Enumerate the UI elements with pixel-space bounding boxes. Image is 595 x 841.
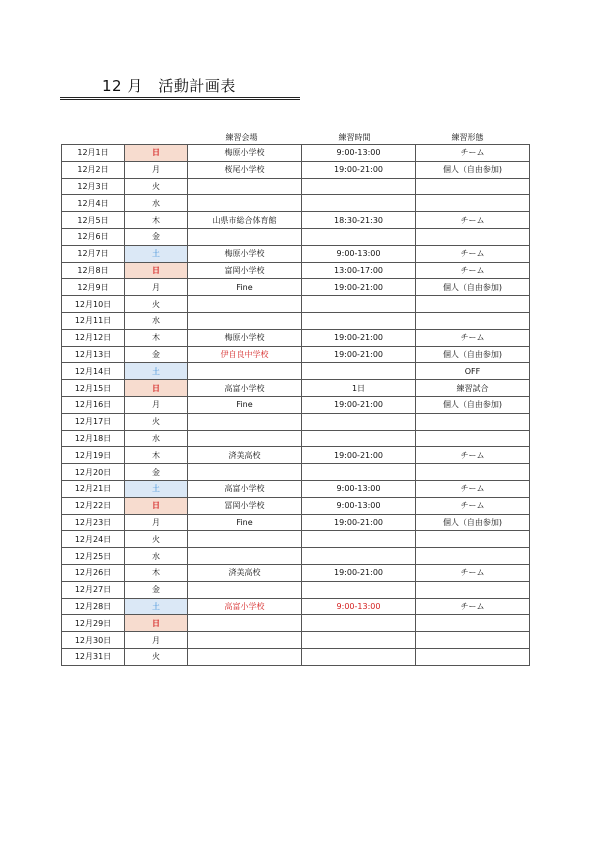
date-cell: 12月12日: [62, 329, 125, 346]
type-cell: [416, 464, 530, 481]
table-row: [62, 396, 530, 413]
venue-cell: [188, 581, 302, 598]
table-row: [62, 548, 530, 565]
time-cell: 13:00-17:00: [302, 262, 416, 279]
table-row: [62, 262, 530, 279]
weekday-cell: 金: [125, 464, 188, 481]
time-cell: [302, 464, 416, 481]
time-cell: 9:00-13:00: [302, 145, 416, 162]
table-row: [62, 363, 530, 380]
weekday-cell: 木: [125, 447, 188, 464]
weekday-cell: 土: [125, 363, 188, 380]
table-row: [62, 329, 530, 346]
time-cell: 19:00-21:00: [302, 514, 416, 531]
time-cell: [302, 413, 416, 430]
table-row: [62, 212, 530, 229]
type-cell: 個人（自由参加): [416, 346, 530, 363]
venue-cell: 桜尾小学校: [188, 161, 302, 178]
venue-cell: 梅原小学校: [188, 329, 302, 346]
time-cell: 19:00-21:00: [302, 329, 416, 346]
venue-cell: Fine: [188, 396, 302, 413]
table-row: [62, 228, 530, 245]
time-cell: 9:00-13:00: [302, 497, 416, 514]
venue-cell: 高富小学校: [188, 598, 302, 615]
table-row: [62, 312, 530, 329]
date-cell: 12月19日: [62, 447, 125, 464]
weekday-cell: 金: [125, 346, 188, 363]
header-time: 練習時間: [338, 133, 371, 142]
venue-cell: [188, 178, 302, 195]
date-cell: 12月28日: [62, 598, 125, 615]
venue-cell: 冨岡小学校: [188, 497, 302, 514]
date-cell: 12月14日: [62, 363, 125, 380]
weekday-cell: 火: [125, 648, 188, 665]
time-cell: 1日: [302, 380, 416, 397]
weekday-cell: 日: [125, 145, 188, 162]
type-cell: 練習試合: [416, 380, 530, 397]
weekday-cell: 日: [125, 615, 188, 632]
time-cell: 9:00-13:00: [302, 598, 416, 615]
weekday-cell: 木: [125, 329, 188, 346]
type-cell: チーム: [416, 145, 530, 162]
table-row: [62, 380, 530, 397]
date-cell: 12月5日: [62, 212, 125, 229]
venue-cell: [188, 195, 302, 212]
time-cell: [302, 648, 416, 665]
title-double-underline: [60, 97, 300, 100]
weekday-cell: 木: [125, 564, 188, 581]
weekday-cell: 水: [125, 430, 188, 447]
type-cell: [416, 430, 530, 447]
type-cell: チーム: [416, 212, 530, 229]
date-cell: 12月8日: [62, 262, 125, 279]
type-cell: [416, 312, 530, 329]
table-row: [62, 447, 530, 464]
weekday-cell: 月: [125, 396, 188, 413]
date-cell: 12月2日: [62, 161, 125, 178]
venue-cell: [188, 464, 302, 481]
time-cell: 19:00-21:00: [302, 279, 416, 296]
date-cell: 12月16日: [62, 396, 125, 413]
venue-cell: [188, 615, 302, 632]
time-cell: [302, 531, 416, 548]
venue-cell: 高富小学校: [188, 380, 302, 397]
weekday-cell: 木: [125, 212, 188, 229]
weekday-cell: 水: [125, 312, 188, 329]
type-cell: [416, 296, 530, 313]
weekday-cell: 日: [125, 380, 188, 397]
time-cell: 9:00-13:00: [302, 480, 416, 497]
table-row: [62, 296, 530, 313]
type-cell: チーム: [416, 447, 530, 464]
weekday-cell: 金: [125, 228, 188, 245]
date-cell: 12月20日: [62, 464, 125, 481]
date-cell: 12月31日: [62, 648, 125, 665]
venue-cell: 梅原小学校: [188, 145, 302, 162]
table-row: [62, 480, 530, 497]
type-cell: 個人（自由参加): [416, 396, 530, 413]
page-title: 12 月 活動計画表: [102, 77, 236, 95]
time-cell: 19:00-21:00: [302, 564, 416, 581]
date-cell: 12月3日: [62, 178, 125, 195]
time-cell: 19:00-21:00: [302, 346, 416, 363]
type-cell: チーム: [416, 497, 530, 514]
time-cell: [302, 312, 416, 329]
type-cell: [416, 531, 530, 548]
venue-cell: [188, 648, 302, 665]
weekday-cell: 日: [125, 262, 188, 279]
table-row: [62, 346, 530, 363]
venue-cell: Fine: [188, 279, 302, 296]
date-cell: 12月10日: [62, 296, 125, 313]
date-cell: 12月30日: [62, 632, 125, 649]
type-cell: チーム: [416, 480, 530, 497]
time-cell: [302, 363, 416, 380]
weekday-cell: 月: [125, 279, 188, 296]
type-cell: [416, 548, 530, 565]
time-cell: [302, 195, 416, 212]
type-cell: [416, 648, 530, 665]
weekday-cell: 火: [125, 413, 188, 430]
table-row: [62, 245, 530, 262]
type-cell: チーム: [416, 245, 530, 262]
venue-cell: 富岡小学校: [188, 262, 302, 279]
header-type: 練習形態: [451, 133, 484, 142]
weekday-cell: 金: [125, 581, 188, 598]
type-cell: OFF: [416, 363, 530, 380]
time-cell: [302, 178, 416, 195]
date-cell: 12月4日: [62, 195, 125, 212]
date-cell: 12月15日: [62, 380, 125, 397]
table-row: [62, 145, 530, 162]
weekday-cell: 日: [125, 497, 188, 514]
table-row: [62, 161, 530, 178]
type-cell: [416, 195, 530, 212]
weekday-cell: 火: [125, 178, 188, 195]
time-cell: 19:00-21:00: [302, 447, 416, 464]
table-row: [62, 531, 530, 548]
date-cell: 12月7日: [62, 245, 125, 262]
type-cell: [416, 632, 530, 649]
type-cell: [416, 178, 530, 195]
weekday-cell: 土: [125, 245, 188, 262]
venue-cell: 済美高校: [188, 447, 302, 464]
venue-cell: [188, 413, 302, 430]
table-row: [62, 632, 530, 649]
time-cell: [302, 632, 416, 649]
time-cell: [302, 228, 416, 245]
time-cell: 18:30-21:30: [302, 212, 416, 229]
type-cell: チーム: [416, 329, 530, 346]
header-venue: 練習会場: [225, 133, 258, 142]
date-cell: 12月6日: [62, 228, 125, 245]
date-cell: 12月24日: [62, 531, 125, 548]
venue-cell: [188, 363, 302, 380]
weekday-cell: 水: [125, 548, 188, 565]
table-row: [62, 430, 530, 447]
type-cell: [416, 581, 530, 598]
date-cell: 12月17日: [62, 413, 125, 430]
venue-cell: [188, 312, 302, 329]
time-cell: [302, 615, 416, 632]
table-row: [62, 648, 530, 665]
venue-cell: 済美高校: [188, 564, 302, 581]
date-cell: 12月13日: [62, 346, 125, 363]
table-row: [62, 581, 530, 598]
date-cell: 12月11日: [62, 312, 125, 329]
table-row: [62, 413, 530, 430]
date-cell: 12月29日: [62, 615, 125, 632]
time-cell: 9:00-13:00: [302, 245, 416, 262]
date-cell: 12月23日: [62, 514, 125, 531]
time-cell: [302, 430, 416, 447]
venue-cell: [188, 531, 302, 548]
date-cell: 12月26日: [62, 564, 125, 581]
date-cell: 12月21日: [62, 480, 125, 497]
venue-cell: 山県市総合体育館: [188, 212, 302, 229]
date-cell: 12月27日: [62, 581, 125, 598]
weekday-cell: 土: [125, 598, 188, 615]
venue-cell: [188, 296, 302, 313]
venue-cell: 高富小学校: [188, 480, 302, 497]
date-cell: 12月1日: [62, 145, 125, 162]
type-cell: チーム: [416, 262, 530, 279]
time-cell: [302, 548, 416, 565]
table-row: [62, 279, 530, 296]
weekday-cell: 土: [125, 480, 188, 497]
type-cell: [416, 228, 530, 245]
table-row: [62, 497, 530, 514]
table-row: [62, 564, 530, 581]
venue-cell: [188, 430, 302, 447]
venue-cell: 伊自良中学校: [188, 346, 302, 363]
table-row: [62, 195, 530, 212]
table-row: [62, 615, 530, 632]
weekday-cell: 月: [125, 632, 188, 649]
date-cell: 12月25日: [62, 548, 125, 565]
table-row: [62, 598, 530, 615]
weekday-cell: 月: [125, 514, 188, 531]
time-cell: [302, 581, 416, 598]
weekday-cell: 水: [125, 195, 188, 212]
venue-cell: [188, 548, 302, 565]
time-cell: 19:00-21:00: [302, 161, 416, 178]
weekday-cell: 火: [125, 296, 188, 313]
date-cell: 12月18日: [62, 430, 125, 447]
type-cell: [416, 413, 530, 430]
type-cell: 個人（自由参加): [416, 279, 530, 296]
schedule-table: [61, 144, 530, 666]
venue-cell: Fine: [188, 514, 302, 531]
weekday-cell: 火: [125, 531, 188, 548]
type-cell: 個人（自由参加): [416, 161, 530, 178]
venue-cell: [188, 632, 302, 649]
type-cell: チーム: [416, 598, 530, 615]
type-cell: [416, 615, 530, 632]
time-cell: 19:00-21:00: [302, 396, 416, 413]
date-cell: 12月9日: [62, 279, 125, 296]
date-cell: 12月22日: [62, 497, 125, 514]
type-cell: 個人（自由参加): [416, 514, 530, 531]
table-row: [62, 514, 530, 531]
type-cell: チーム: [416, 564, 530, 581]
table-row: [62, 464, 530, 481]
venue-cell: 梅原小学校: [188, 245, 302, 262]
time-cell: [302, 296, 416, 313]
table-row: [62, 178, 530, 195]
weekday-cell: 月: [125, 161, 188, 178]
venue-cell: [188, 228, 302, 245]
